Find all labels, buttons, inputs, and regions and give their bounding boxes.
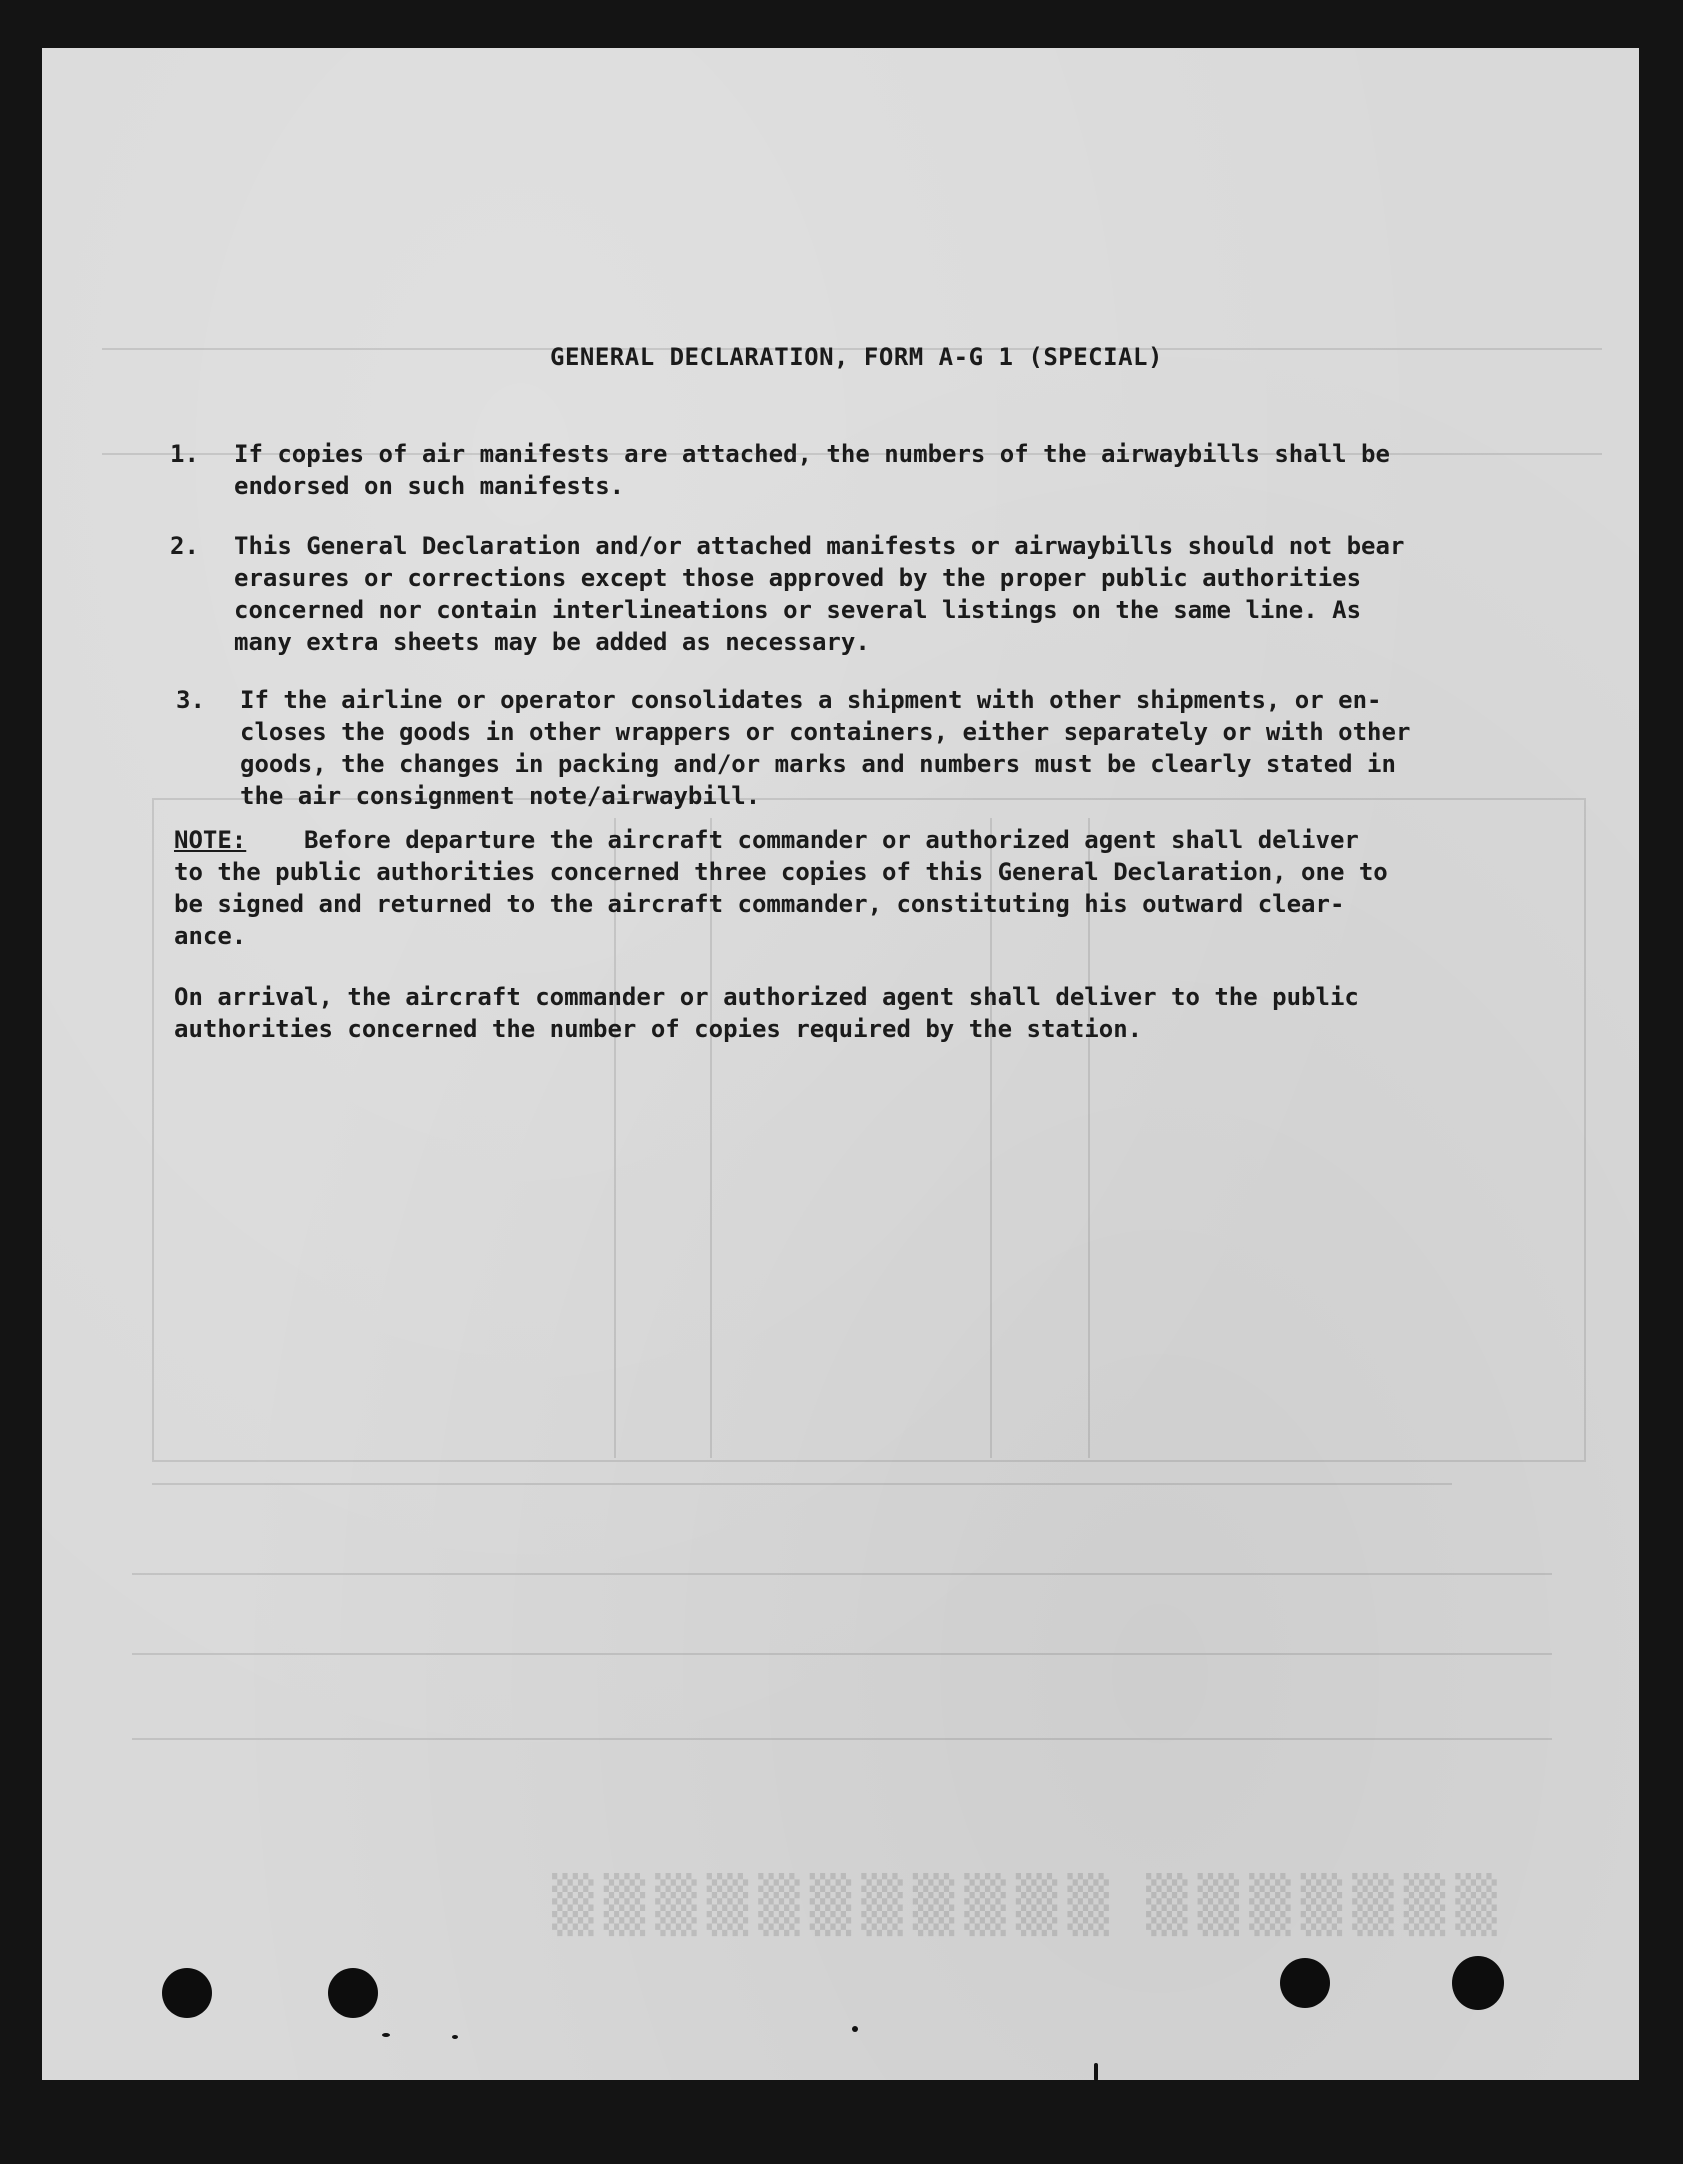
- text-line: If copies of air manifests are attached, the numbers of the airwaybills shall be: [234, 440, 1390, 468]
- text-line: many extra sheets may be added as necessary.: [234, 628, 870, 656]
- ink-speck: [852, 2026, 858, 2032]
- text-line: goods, the changes in packing and/or marks and numbers must be clearly stated in: [240, 750, 1396, 778]
- text-line: erasures or corrections except those approved by the proper public authorities: [234, 564, 1362, 592]
- text-line: concerned nor contain interlineations or several listings on the same line. As: [234, 596, 1362, 624]
- note-first-line: [174, 824, 1494, 856]
- note-label: NOTE:: [174, 826, 247, 854]
- note-line: be signed and returned to the aircraft commander, constituting his outward clear-: [174, 890, 1345, 918]
- text-line: This General Declaration and/or attached manifests or airwaybills should not bear: [234, 532, 1405, 560]
- text-line: If the airline or operator consolidates a shipment with other shipments, or en-: [240, 686, 1382, 714]
- bleed-through-row-line: [132, 1738, 1552, 1740]
- punch-hole: [328, 1968, 378, 2018]
- bleed-through-row-line: [132, 1653, 1552, 1655]
- ink-speck: [382, 2033, 390, 2037]
- note-line: ance.: [174, 922, 247, 950]
- list-item-number: 3.: [176, 686, 205, 714]
- text-line: closes the goods in other wrappers or containers, either separately or with other: [240, 718, 1411, 746]
- ink-speck: [1094, 2063, 1098, 2081]
- arrival-line: On arrival, the aircraft commander or authorized agent shall deliver to the public: [174, 983, 1359, 1011]
- bleed-through-row-line: [132, 1573, 1552, 1575]
- punch-hole: [162, 1968, 212, 2018]
- bleed-through-heading: ▒▒▒▒▒▒▒ ▒▒▒▒▒▒▒▒▒▒▒: [542, 1873, 1497, 1936]
- note-line: to the public authorities concerned three copies of this General Declaration, one to: [174, 858, 1388, 886]
- punch-hole: [1280, 1958, 1330, 2008]
- list-item-text: [240, 684, 1411, 812]
- document-page: [42, 48, 1639, 2080]
- list-item-text: [234, 530, 1405, 658]
- arrival-line: authorities concerned the number of copies required by the station.: [174, 1015, 1143, 1043]
- spacer: [174, 952, 1494, 981]
- text-line: the air consignment note/airwaybill.: [240, 782, 761, 810]
- note-section: [174, 824, 1494, 1045]
- document-title: GENERAL DECLARATION, FORM A-G 1 (SPECIAL): [550, 343, 1163, 371]
- list-item-number: 2.: [170, 532, 199, 560]
- bleed-through-row-line: [152, 1483, 1452, 1485]
- list-item-text: [234, 438, 1390, 502]
- punch-hole: [1452, 1956, 1504, 2010]
- ink-speck: [452, 2035, 458, 2039]
- note-first-line-text: Before departure the aircraft commander or authorized agent shall deliver: [304, 826, 1359, 854]
- text-line: endorsed on such manifests.: [234, 472, 625, 500]
- list-item-number: 1.: [170, 440, 199, 468]
